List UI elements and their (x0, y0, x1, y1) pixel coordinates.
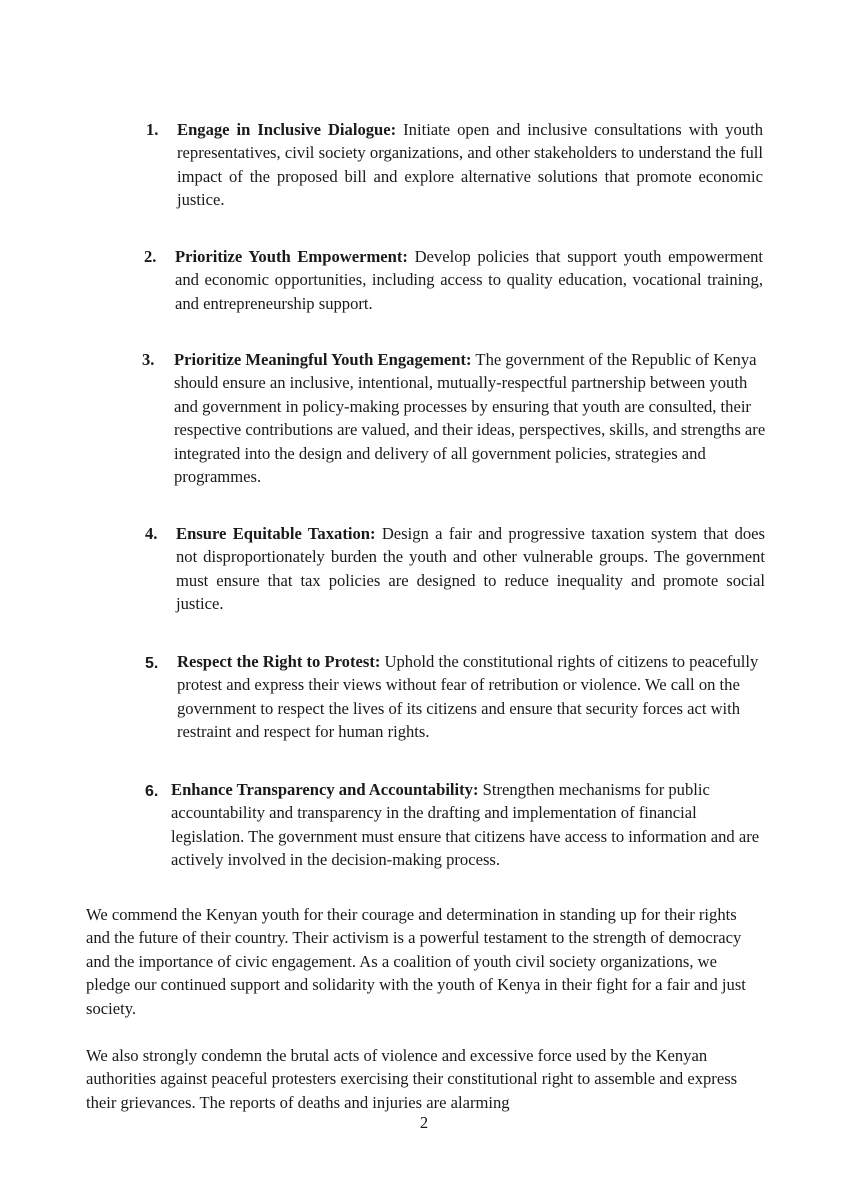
item-body (175, 245, 763, 315)
item-heading: Prioritize Meaningful Youth Engagement: (174, 350, 472, 369)
item-text: Uphold the constitutional rights of citizens to peacefully protest and express their views without fear of retribution or violence. We call on the government to respect the lives of its citizens and ensure that security forces act with restraint and respect for human rights. (177, 652, 759, 742)
item-text: The government of the Republic of Kenya should ensure an inclusive, intentional, mutually-respectful partnership between youth and government in policy-making processes by ensuring that youth are consulted, their respective contributions are valued, and their ideas, perspectives, skills, and strengths are integrated into the design and delivery of all government policies, strategies and programmes. (174, 350, 766, 487)
item-number: 2. (144, 247, 157, 266)
item-body (171, 778, 761, 872)
item-heading: Enhance Transparency and Accountability: (171, 780, 479, 799)
item-number: 4. (145, 524, 158, 543)
item-heading: Engage in Inclusive Dialogue: (177, 120, 397, 139)
item-text: Design a fair and progressive taxation system that does not disproportionately burden the youth and other vulnerable groups. The government must ensure that tax policies are designed to reduce inequality and promote social justice. (176, 524, 765, 614)
item-number: 3. (142, 350, 155, 369)
item-text: Strengthen mechanisms for public accountability and transparency in the drafting and implementation of financial legislation. The government must ensure that citizens have access to information and are actively involved in the decision-making process. (171, 780, 760, 870)
item-number: 6. (145, 783, 159, 800)
item-heading: Prioritize Youth Empowerment: (175, 247, 408, 266)
body-paragraph: We also strongly condemn the brutal acts of violence and excessive force used by the Kenyan authorities against peaceful protesters exercising their constitutional right to assemble and express their grievances. The reports of deaths and injuries are alarming (86, 1046, 738, 1112)
item-heading: Ensure Equitable Taxation: (176, 524, 376, 543)
item-heading: Respect the Right to Protest: (177, 652, 381, 671)
item-text: Initiate open and inclusive consultations with youth representatives, civil society organizations, and other stakeholders to understand the full impact of the proposed bill and explore alternative solutions that promote economic justice. (177, 120, 764, 210)
item-body (177, 650, 765, 744)
item-number: 5. (145, 655, 159, 672)
item-number: 1. (146, 120, 159, 139)
body-paragraph: We commend the Kenyan youth for their courage and determination in standing up for their rights and the future of their country. Their activism is a powerful testament to the strength of democracy and the importance of civic engagement. As a coalition of youth civil society organizations, we pledge our continued support and solidarity with the youth of Kenya in their fight for a fair and just society. (86, 905, 746, 1018)
item-body (174, 348, 766, 488)
item-body (176, 522, 765, 616)
item-body (177, 118, 763, 212)
item-text: Develop policies that support youth empowerment and economic opportunities, including access to quality education, vocational training, and entrepreneurship support. (175, 247, 763, 313)
page-number: 2 (419, 1113, 429, 1132)
